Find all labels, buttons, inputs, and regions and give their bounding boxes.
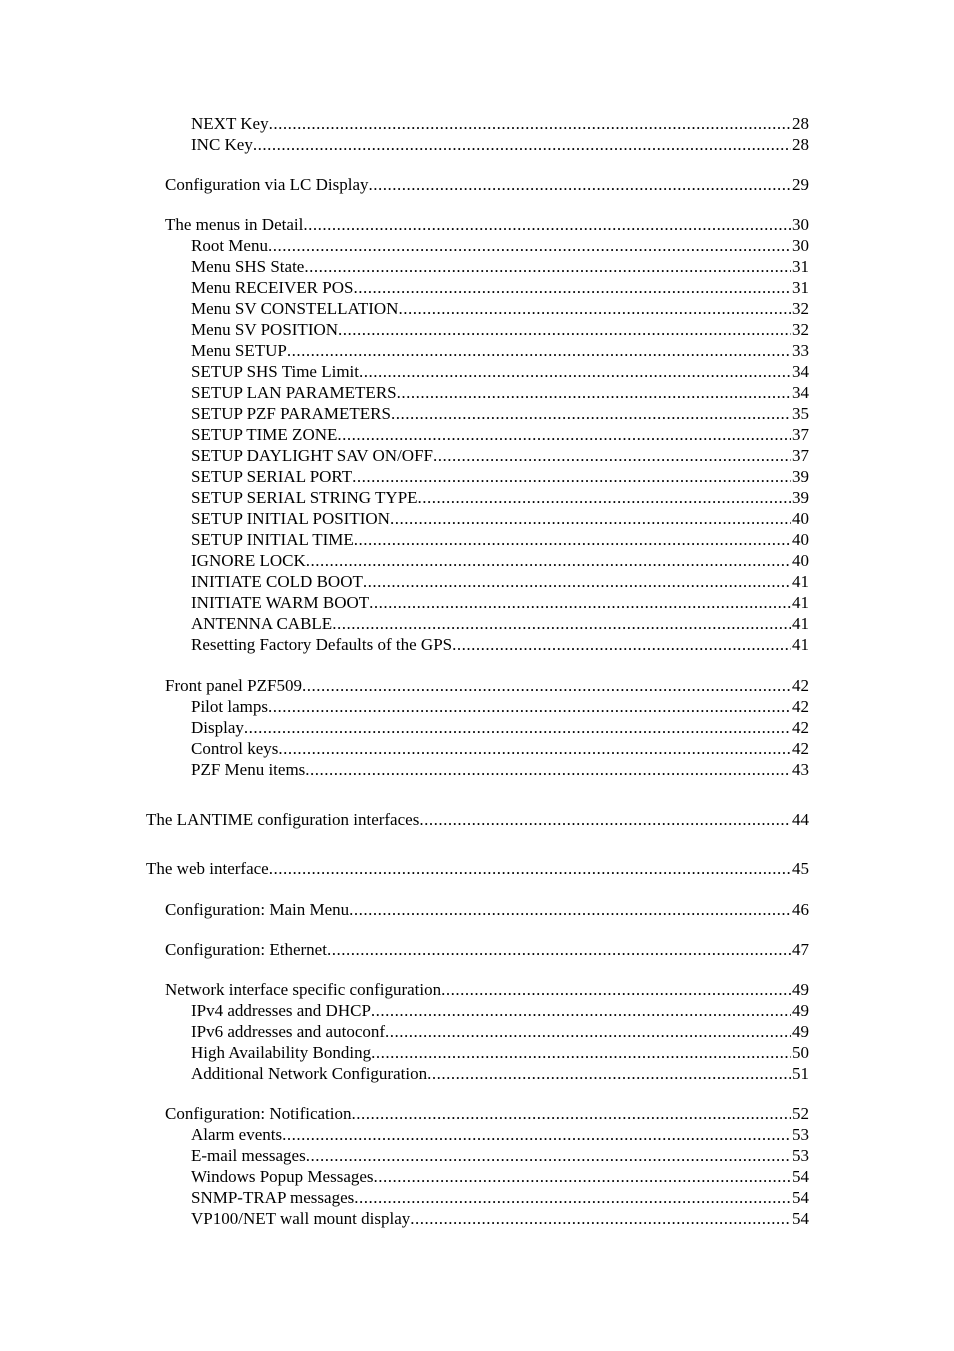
- toc-entry-page-number: 29: [792, 175, 809, 194]
- toc-entry[interactable]: [191, 467, 809, 487]
- toc-entry[interactable]: [191, 635, 809, 655]
- toc-entry-title: ANTENNA CABLE: [191, 614, 333, 633]
- toc-entry[interactable]: [146, 810, 809, 830]
- toc-entry-title: IGNORE LOCK: [191, 551, 306, 570]
- dot-leader: [306, 1146, 791, 1166]
- dot-leader: [385, 1022, 791, 1042]
- dot-leader: [441, 980, 791, 1000]
- toc-entry-title: SETUP TIME ZONE: [191, 425, 338, 444]
- toc-entry-page-number: 39: [792, 488, 809, 507]
- dot-leader: [397, 383, 791, 403]
- toc-entry-title: Control keys: [191, 739, 279, 758]
- toc-entry-page-number: 42: [792, 739, 809, 758]
- toc-entry[interactable]: [191, 760, 809, 780]
- toc-entry-title: SETUP SHS Time Limit: [191, 362, 360, 381]
- toc-entry-title: The web interface: [146, 859, 269, 878]
- toc-entry-title: SETUP DAYLIGHT SAV ON/OFF: [191, 446, 433, 465]
- toc-entry-title: Menu SV CONSTELLATION: [191, 299, 399, 318]
- toc-entry-title: Front panel PZF509: [165, 676, 302, 695]
- toc-entry-page-number: 54: [792, 1209, 809, 1228]
- toc-entry-title: Display: [191, 718, 244, 737]
- toc-entry[interactable]: [191, 697, 809, 717]
- toc-entry[interactable]: [165, 676, 809, 696]
- toc-entry-title: Configuration: Ethernet: [165, 940, 327, 959]
- toc-entry-page-number: 41: [792, 635, 809, 654]
- dot-leader: [332, 614, 791, 634]
- toc-entry[interactable]: [191, 1064, 809, 1084]
- toc-entry-title: Windows Popup Messages: [191, 1167, 374, 1186]
- dot-leader: [433, 446, 791, 466]
- toc-entry-title: Menu SETUP: [191, 341, 287, 360]
- dot-leader: [304, 257, 791, 277]
- toc-entry-title: INITIATE WARM BOOT: [191, 593, 370, 612]
- toc-entry-page-number: 35: [792, 404, 809, 423]
- dot-leader: [371, 1001, 791, 1021]
- toc-entry-page-number: 32: [792, 320, 809, 339]
- toc-entry-page-number: 53: [792, 1146, 809, 1165]
- toc-entry[interactable]: [191, 1188, 809, 1208]
- toc-entry-page-number: 54: [792, 1167, 809, 1186]
- toc-entry-title: INC Key: [191, 135, 253, 154]
- toc-entry-page-number: 41: [792, 593, 809, 612]
- toc-entry-page-number: 52: [792, 1104, 809, 1123]
- toc-entry[interactable]: [165, 940, 809, 960]
- toc-entry[interactable]: [191, 1022, 809, 1042]
- toc-entry-page-number: 51: [792, 1064, 809, 1083]
- toc-entry-title: SETUP PZF PARAMETERS: [191, 404, 391, 423]
- toc-entry-page-number: 40: [792, 509, 809, 528]
- dot-leader: [337, 425, 791, 445]
- toc-entry[interactable]: [191, 299, 809, 319]
- toc-entry[interactable]: [191, 1146, 809, 1166]
- toc-entry-page-number: 32: [792, 299, 809, 318]
- dot-leader: [269, 859, 791, 879]
- dot-leader: [244, 718, 791, 738]
- dot-leader: [253, 135, 791, 155]
- toc-entry-page-number: 31: [792, 257, 809, 276]
- toc-entry-title: E-mail messages: [191, 1146, 306, 1165]
- dot-leader: [363, 572, 791, 592]
- toc-entry-page-number: 40: [792, 530, 809, 549]
- toc-entry-page-number: 49: [792, 980, 809, 999]
- toc-entry-page-number: 40: [792, 551, 809, 570]
- toc-entry-title: The LANTIME configuration interfaces: [146, 810, 420, 829]
- toc-entry-page-number: 33: [792, 341, 809, 360]
- toc-entry-title: The menus in Detail: [165, 215, 304, 234]
- dot-leader: [371, 1043, 791, 1063]
- toc-entry-title: Menu SV POSITION: [191, 320, 339, 339]
- dot-leader: [418, 488, 791, 508]
- toc-entry-title: Configuration via LC Display: [165, 175, 369, 194]
- dot-leader: [302, 676, 791, 696]
- toc-entry-page-number: 49: [792, 1001, 809, 1020]
- toc-entry-page-number: 46: [792, 900, 809, 919]
- dot-leader: [269, 114, 791, 134]
- toc-entry[interactable]: [191, 739, 809, 759]
- dot-leader: [427, 1064, 791, 1084]
- toc-entry[interactable]: [191, 135, 809, 155]
- toc-entry-title: SETUP LAN PARAMETERS: [191, 383, 397, 402]
- toc-entry[interactable]: [191, 593, 809, 613]
- toc-entry-page-number: 45: [792, 859, 809, 878]
- toc-entry-page-number: 49: [792, 1022, 809, 1041]
- toc-entry-title: Menu SHS State: [191, 257, 305, 276]
- toc-entry[interactable]: [191, 1125, 809, 1145]
- toc-entry-page-number: 53: [792, 1125, 809, 1144]
- toc-entry[interactable]: [165, 175, 809, 195]
- toc-entry-page-number: 34: [792, 362, 809, 381]
- toc-entry[interactable]: [165, 980, 809, 1000]
- toc-entry[interactable]: [165, 215, 809, 235]
- toc-entry-title: IPv4 addresses and DHCP: [191, 1001, 371, 1020]
- dot-leader: [268, 236, 791, 256]
- dot-leader: [282, 1125, 791, 1145]
- dot-leader: [268, 697, 791, 717]
- toc-entry[interactable]: [191, 509, 809, 529]
- toc-entry[interactable]: [191, 114, 809, 134]
- toc-entry-title: Alarm events: [191, 1125, 283, 1144]
- toc-entry-page-number: 28: [792, 114, 809, 133]
- toc-entry-page-number: 41: [792, 614, 809, 633]
- dot-leader: [398, 299, 791, 319]
- toc-entry-title: SNMP-TRAP messages: [191, 1188, 355, 1207]
- toc-entry-page-number: 31: [792, 278, 809, 297]
- dot-leader: [303, 215, 791, 235]
- dot-leader: [349, 900, 791, 920]
- toc-entry[interactable]: [191, 383, 809, 403]
- dot-leader: [352, 467, 791, 487]
- toc-entry-page-number: 54: [792, 1188, 809, 1207]
- toc-entry-page-number: 39: [792, 467, 809, 486]
- dot-leader: [354, 530, 791, 550]
- toc-entry-title: VP100/NET wall mount display: [191, 1209, 411, 1228]
- dot-leader: [369, 175, 791, 195]
- toc-entry-page-number: 30: [792, 236, 809, 255]
- toc-entry-title: Configuration: Notification: [165, 1104, 352, 1123]
- dot-leader: [359, 362, 791, 382]
- toc-entry-title: SETUP SERIAL PORT: [191, 467, 353, 486]
- dot-leader: [419, 810, 791, 830]
- dot-leader: [305, 760, 791, 780]
- toc-entry-title: Pilot lamps: [191, 697, 268, 716]
- toc-entry-page-number: 42: [792, 697, 809, 716]
- dot-leader: [278, 739, 791, 759]
- toc-entry[interactable]: [191, 718, 809, 738]
- toc-entry[interactable]: [191, 362, 809, 382]
- toc-entry-title: Additional Network Configuration: [191, 1064, 428, 1083]
- toc-entry[interactable]: [191, 446, 809, 466]
- toc-entry[interactable]: [191, 530, 809, 550]
- dot-leader: [352, 1104, 792, 1124]
- toc-entry[interactable]: [191, 425, 809, 445]
- toc-entry-title: INITIATE COLD BOOT: [191, 572, 363, 591]
- toc-entry[interactable]: [191, 320, 809, 340]
- dot-leader: [374, 1167, 791, 1187]
- toc-entry-page-number: 37: [792, 425, 809, 444]
- toc-entry-page-number: 41: [792, 572, 809, 591]
- dot-leader: [354, 1188, 791, 1208]
- dot-leader: [327, 940, 791, 960]
- toc-entry-title: Configuration: Main Menu: [165, 900, 350, 919]
- toc-entry-title: SETUP INITIAL TIME: [191, 530, 354, 549]
- toc-entry[interactable]: [191, 1043, 809, 1063]
- toc-entry-title: IPv6 addresses and autoconf: [191, 1022, 386, 1041]
- toc-entry-title: Network interface specific configuration: [165, 980, 442, 999]
- dot-leader: [391, 404, 791, 424]
- toc-entry[interactable]: [191, 236, 809, 256]
- toc-entry[interactable]: [165, 900, 809, 920]
- toc-entry-page-number: 37: [792, 446, 809, 465]
- toc-entry[interactable]: [191, 257, 809, 277]
- toc-entry-title: SETUP INITIAL POSITION: [191, 509, 390, 528]
- toc-entry[interactable]: [191, 1001, 809, 1021]
- dot-leader: [452, 635, 791, 655]
- toc-entry-page-number: 50: [792, 1043, 809, 1062]
- toc-entry-page-number: 34: [792, 383, 809, 402]
- toc-entry[interactable]: [191, 341, 809, 361]
- toc-entry[interactable]: [191, 278, 809, 298]
- toc-entry[interactable]: [191, 614, 809, 634]
- toc-entry[interactable]: [191, 1209, 809, 1229]
- toc-entry-title: PZF Menu items: [191, 760, 306, 779]
- dot-leader: [410, 1209, 791, 1229]
- toc-entry-title: NEXT Key: [191, 114, 269, 133]
- toc-entry-title: Resetting Factory Defaults of the GPS: [191, 635, 453, 654]
- dot-leader: [287, 341, 791, 361]
- toc-entry-page-number: 43: [792, 760, 809, 779]
- toc-entry-title: SETUP SERIAL STRING TYPE: [191, 488, 418, 507]
- toc-entry-page-number: 28: [792, 135, 809, 154]
- toc-entry[interactable]: [191, 551, 809, 571]
- dot-leader: [390, 509, 791, 529]
- toc-entry[interactable]: [165, 1104, 809, 1124]
- dot-leader: [369, 593, 791, 613]
- toc-entry-page-number: 47: [792, 940, 809, 959]
- toc-entry-page-number: 42: [792, 676, 809, 695]
- toc-entry-title: High Availability Bonding: [191, 1043, 372, 1062]
- toc-entry-page-number: 42: [792, 718, 809, 737]
- toc-entry[interactable]: [191, 404, 809, 424]
- dot-leader: [353, 278, 791, 298]
- toc-entry-page-number: 44: [792, 810, 809, 829]
- toc-entry[interactable]: [191, 1167, 809, 1187]
- toc-entry[interactable]: [191, 488, 809, 508]
- toc-entry[interactable]: [146, 859, 809, 879]
- dot-leader: [338, 320, 791, 340]
- toc-entry[interactable]: [191, 572, 809, 592]
- toc-entry-title: Root Menu: [191, 236, 268, 255]
- toc-entry-title: Menu RECEIVER POS: [191, 278, 354, 297]
- dot-leader: [306, 551, 791, 571]
- toc-entry-page-number: 30: [792, 215, 809, 234]
